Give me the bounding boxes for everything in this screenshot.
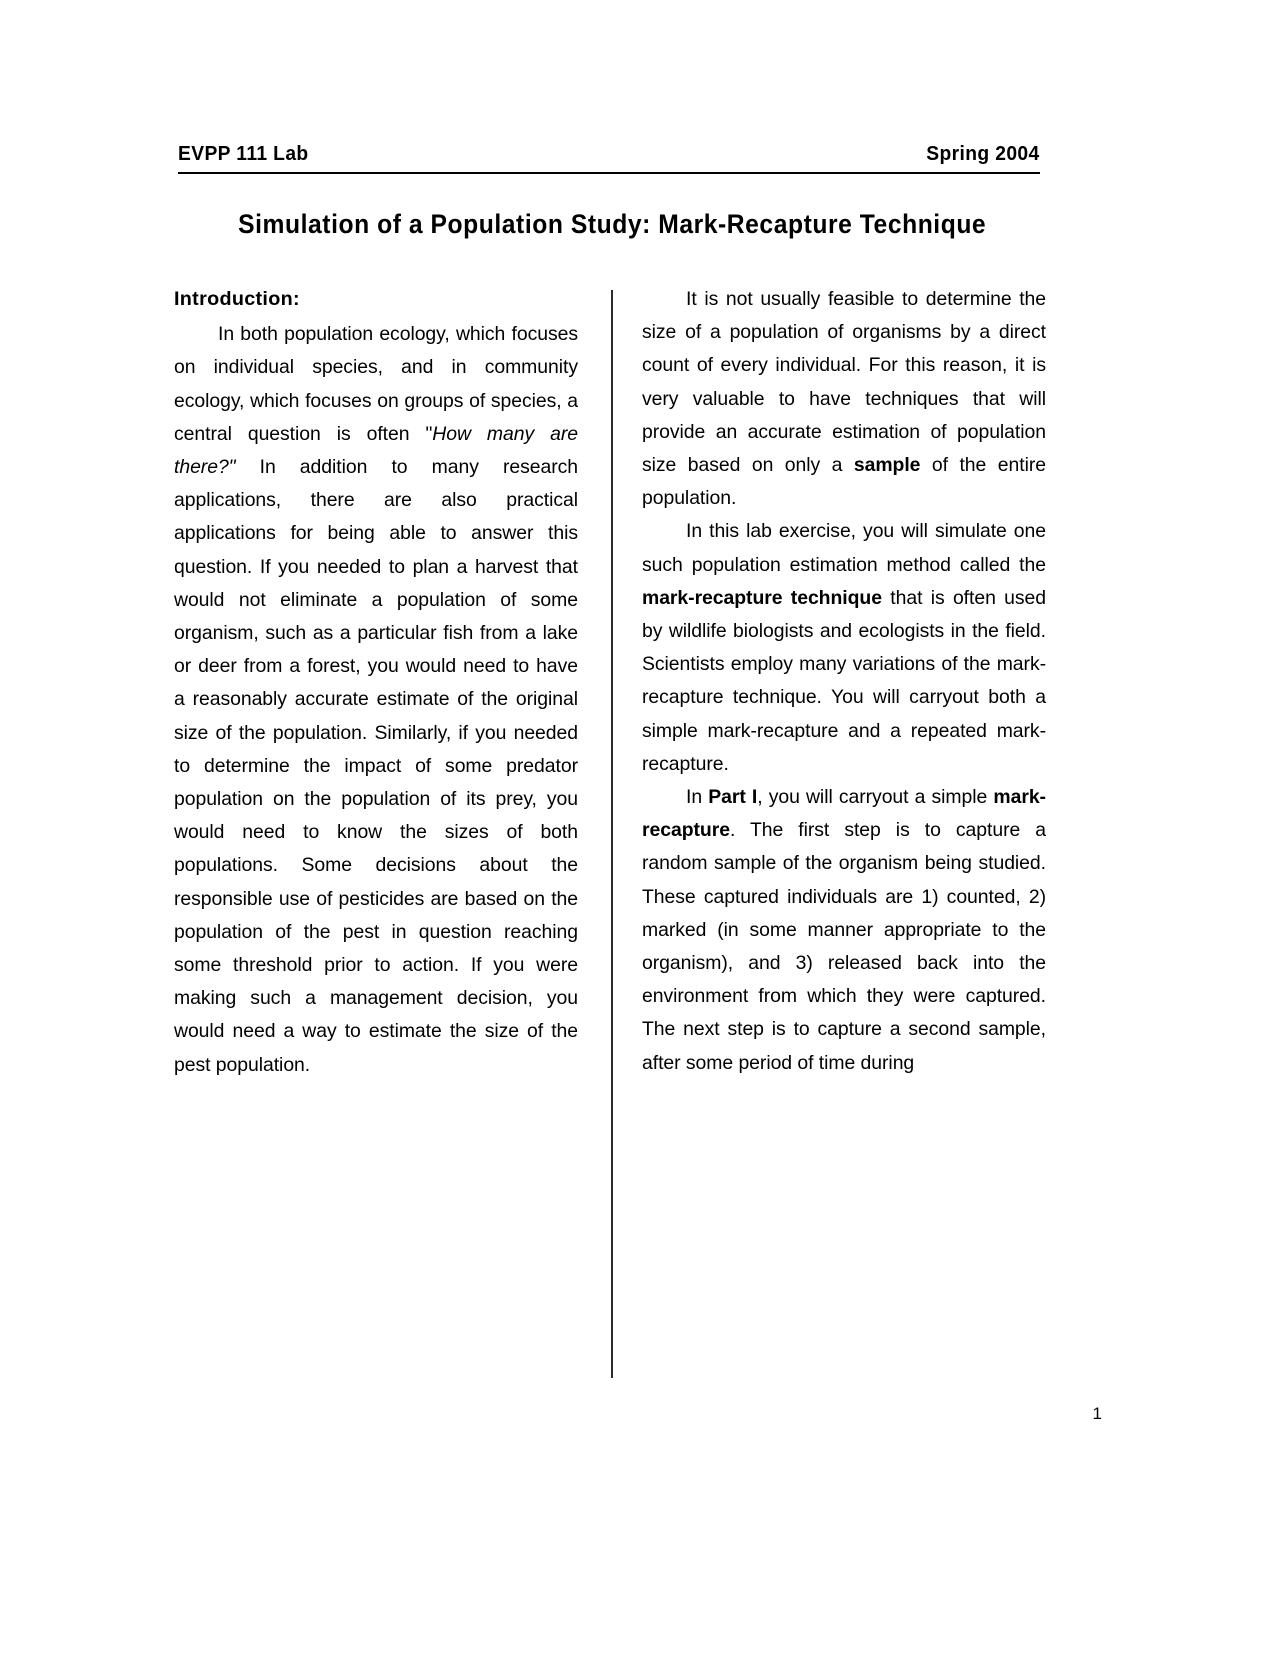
right-paragraph-1-text-b: of the entire population. [642, 454, 1046, 510]
column-divider-rule [611, 290, 613, 1378]
left-paragraph-1-italic-quote: How many are there?" [174, 422, 578, 479]
left-column [174, 283, 578, 1082]
page-number: 1 [1092, 1404, 1102, 1423]
header-term-label: Spring 2004 [926, 142, 1040, 165]
page-title-text: Simulation of a Population Study: Mark-Recapture Technique [237, 209, 987, 239]
right-paragraph-2 [642, 515, 1046, 781]
right-paragraph-3 [642, 781, 1046, 1080]
right-paragraph-3-text-a: In [686, 786, 709, 809]
page-title [178, 209, 1046, 240]
introduction-heading: Introduction: [174, 288, 300, 310]
right-paragraph-2-text-a: In this lab exercise, you will simulate one such population estimation method called the [642, 520, 1046, 576]
left-paragraph-1-text-a: In both population ecology, which focuses on individual species, and in community ecology, which focuses on groups of species, a central question is often " [174, 323, 578, 445]
right-paragraph-3-text-b: , you will carryout a simple [757, 786, 994, 809]
left-paragraph-1 [174, 318, 578, 1082]
header-divider-rule [178, 172, 1040, 174]
term-mark-recapture-technique: mark-recapture technique [642, 586, 882, 609]
right-paragraph-2-text-b: that is often used by wildlife biologists and ecologists in the field. Scientists employ many variations of the mark-recapture technique. You will carryout both a simple mark-recapture and a repeated mark-recapture. [642, 586, 1046, 775]
right-paragraph-3-text-c: . The first step is to capture a random sample of the organism being studied. These captured individuals are 1) counted, 2) marked (in some manner appropriate to the organism), and 3) released back into the environment from which they were captured. The next step is to capture a second sample, after some period of time during [642, 819, 1046, 1074]
term-sample: sample [853, 454, 921, 477]
right-paragraph-1 [642, 283, 1046, 515]
right-column [642, 283, 1046, 1080]
right-paragraph-1-text-a: It is not usually feasible to determine the size of a population of organisms by a direct count of every individual. For this reason, it is very valuable to have techniques that will provide an accurate estimation of population size based on only a [642, 288, 1046, 477]
term-part-one: Part I [708, 786, 758, 809]
header-course-label: EVPP 111 Lab [178, 142, 309, 165]
left-paragraph-1-text-b: In addition to many research applications, there are also practical applications for being able to answer this question. If you needed to plan a harvest that would not eliminate a population of some organism, such as a particular fish from a lake or deer from a forest, you would need to have a reasonably accurate estimate of the original size of the population. Similarly, if you needed to determine the impact of some predator population on the population of its prey, you would need to know the sizes of both populations. Some decisions about the responsible use of pesticides are based on the population of the pest in question reaching some threshold prior to action. If you were making such a management decision, you would need a way to estimate the size of the pest population. [174, 456, 578, 1076]
term-mark-recapture: mark-recapture [642, 786, 1046, 842]
running-header [178, 142, 1040, 166]
